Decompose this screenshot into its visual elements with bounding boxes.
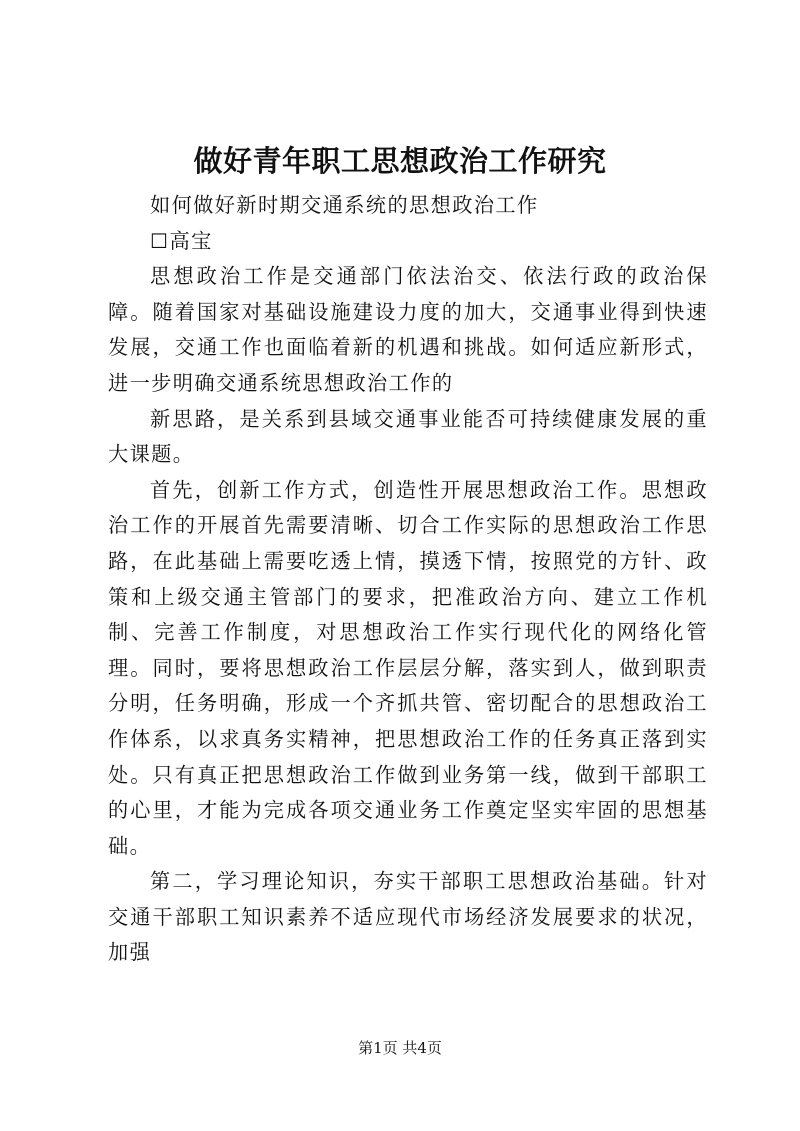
paragraph-1: 思想政治工作是交通部门依法治交、依法行政的政治保障。随着国家对基础设施建设力度的加大，交通事业得到快速发展，交通工作也面临着新的机遇和挑战。如何适应新形式，进一步明确交通系统思想政治工作的 bbox=[108, 264, 708, 395]
paragraph-4: 第二，学习理论知识，夯实干部职工思想政治基础。针对交通干部职工知识素养不适应现代市场经济发展要求的状况，加强 bbox=[108, 869, 708, 965]
page-footer: 第1页 共4页 bbox=[358, 1039, 442, 1057]
paragraph-2: 新思路，是关系到县域交通事业能否可持续健康发展的重大课题。 bbox=[108, 406, 708, 467]
document-body bbox=[108, 188, 708, 971]
author-line: ☐高宝 bbox=[150, 228, 213, 253]
document-title: 做好青年职工思想政治工作研究 bbox=[193, 144, 607, 178]
paragraph-3: 首先，创新工作方式，创造性开展思想政治工作。思想政治工作的开展首先需要清晰、切合工作实际的思想政治工作思路，在此基础上需要吃透上情，摸透下情，按照党的方针、政策和上级交通主管部门的要求，把准政治方向、建立工作机制、完善工作制度，对思想政治工作实行现代化的网络化管理。同时，要将思想政治工作层层分解，落实到人，做到职责分明，任务明确，形成一个齐抓共管、密切配合的思想政治工作体系，以求真务实精神，把思想政治工作的任务真正落到实处。只有真正把思想政治工作做到业务第一线，做到干部职工的心里，才能为完成各项交通业务工作奠定坚实牢固的思想基础。 bbox=[108, 477, 708, 858]
document-subtitle: 如何做好新时期交通系统的思想政治工作 bbox=[150, 193, 539, 217]
